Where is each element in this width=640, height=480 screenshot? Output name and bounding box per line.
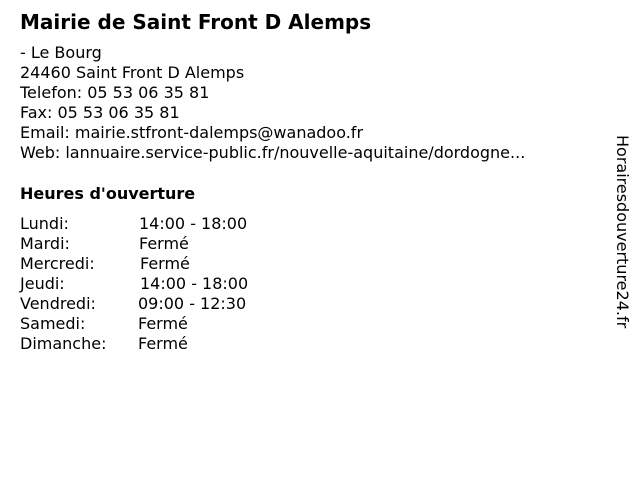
hours-row-saturday <box>20 314 320 334</box>
day-hours: 09:00 - 12:30 <box>138 294 247 313</box>
page-title: Mairie de Saint Front D Alemps <box>20 10 372 34</box>
email-address[interactable]: Email: mairie.stfront-dalemps@wanadoo.fr <box>20 123 364 142</box>
opening-hours-heading: Heures d'ouverture <box>20 184 196 203</box>
day-hours: Fermé <box>140 254 190 273</box>
hours-row-friday <box>20 294 320 314</box>
address-city: 24460 Saint Front D Alemps <box>20 63 245 82</box>
day-hours: Fermé <box>138 334 188 353</box>
hours-row-tuesday <box>20 234 320 254</box>
brand-text: Horairesdouverture24.fr <box>613 135 632 329</box>
day-label: Mercredi: <box>20 254 95 273</box>
day-hours: 14:00 - 18:00 <box>140 274 249 293</box>
day-label: Lundi: <box>20 214 69 233</box>
day-hours: 14:00 - 18:00 <box>139 214 248 233</box>
day-hours: Fermé <box>138 314 188 333</box>
phone-number[interactable]: Telefon: 05 53 06 35 81 <box>20 83 210 102</box>
day-label: Samedi: <box>20 314 86 333</box>
hours-row-thursday <box>20 274 320 294</box>
contact-info <box>20 43 525 163</box>
hours-row-monday <box>20 214 320 234</box>
day-hours: Fermé <box>139 234 189 253</box>
site-brand-vertical <box>612 135 632 375</box>
day-label: Mardi: <box>20 234 70 253</box>
opening-hours-list <box>20 214 320 354</box>
day-label: Dimanche: <box>20 334 107 353</box>
address-street: - Le Bourg <box>20 43 102 62</box>
day-label: Jeudi: <box>20 274 65 293</box>
day-label: Vendredi: <box>20 294 96 313</box>
hours-row-sunday <box>20 334 320 354</box>
hours-row-wednesday <box>20 254 320 274</box>
website-link[interactable]: Web: lannuaire.service-public.fr/nouvelle-aquitaine/dordogne... <box>20 143 526 162</box>
fax-number: Fax: 05 53 06 35 81 <box>20 103 180 122</box>
